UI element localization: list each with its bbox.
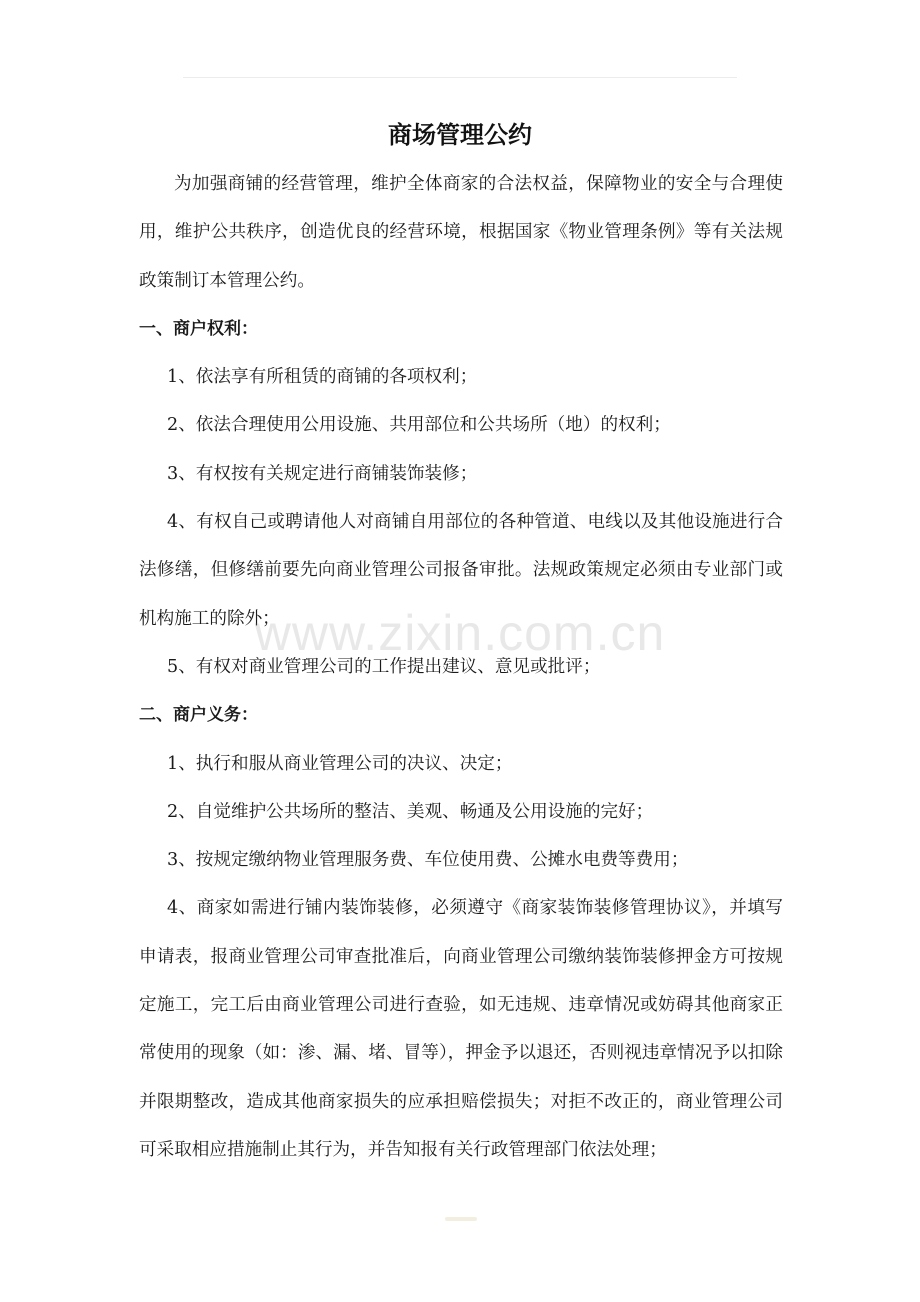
intro-paragraph: 为加强商铺的经营管理，维护全体商家的合法权益，保障物业的安全与合理使用，维护公共秩序，创造优良的经营环境，根据国家《物业管理条例》等有关法规政策制订本管理公约。 <box>139 174 783 291</box>
rights-item-2: 2、依法合理使用公用设施、共用部位和公共场所（地）的权利； <box>167 415 671 436</box>
header-rule <box>183 77 737 78</box>
obligations-item-1: 1、执行和服从商业管理公司的决议、决定； <box>167 753 513 774</box>
obligations-item-2: 2、自觉维护公共场所的整洁、美观、畅通及公用设施的完好； <box>167 801 654 822</box>
obligations-item-3: 3、按规定缴纳物业管理服务费、车位使用费、公摊水电费等费用； <box>167 850 689 871</box>
footer-mark <box>445 1217 477 1221</box>
rights-item-5: 5、有权对商业管理公司的工作提出建议、意见或批评； <box>167 656 601 677</box>
rights-item-1: 1、依法享有所租赁的商铺的各项权利； <box>167 367 478 388</box>
obligations-item-4: 4、商家如需进行铺内装饰装修，必须遵守《商家装饰装修管理协议》，并填写申请表，报商业管理公司审查批准后，向商业管理公司缴纳装饰装修押金方可按规定施工，完工后由商业管理公司进行查验，如无违规、违章情况或妨碍其他商家正常使用的现象（如：渗、漏、堵、冒等），押金予以退还，否则视违章情况予以扣除并限期整改，造成其他商家损失的应承担赔偿损失；对拒不改正的，商业管理公司可采取相应措施制止其行为，并告知报有关行政管理部门依法处理； <box>139 898 783 1160</box>
document-body <box>139 160 783 1174</box>
site-watermark: www.zixin.com.cn <box>254 605 666 661</box>
page-title: 商场管理公约 <box>388 121 532 149</box>
section-heading-obligations: 二、商户义务： <box>139 705 258 726</box>
rights-item-3: 3、有权按有关规定进行商铺装饰装修； <box>167 463 478 484</box>
rights-item-4: 4、有权自己或聘请他人对商铺自用部位的各种管道、电线以及其他设施进行合法修缮，但修缮前要先向商业管理公司报备审批。法规政策规定必须由专业部门或机构施工的除外； <box>139 512 783 629</box>
section-heading-rights: 一、商户权利： <box>139 318 258 339</box>
